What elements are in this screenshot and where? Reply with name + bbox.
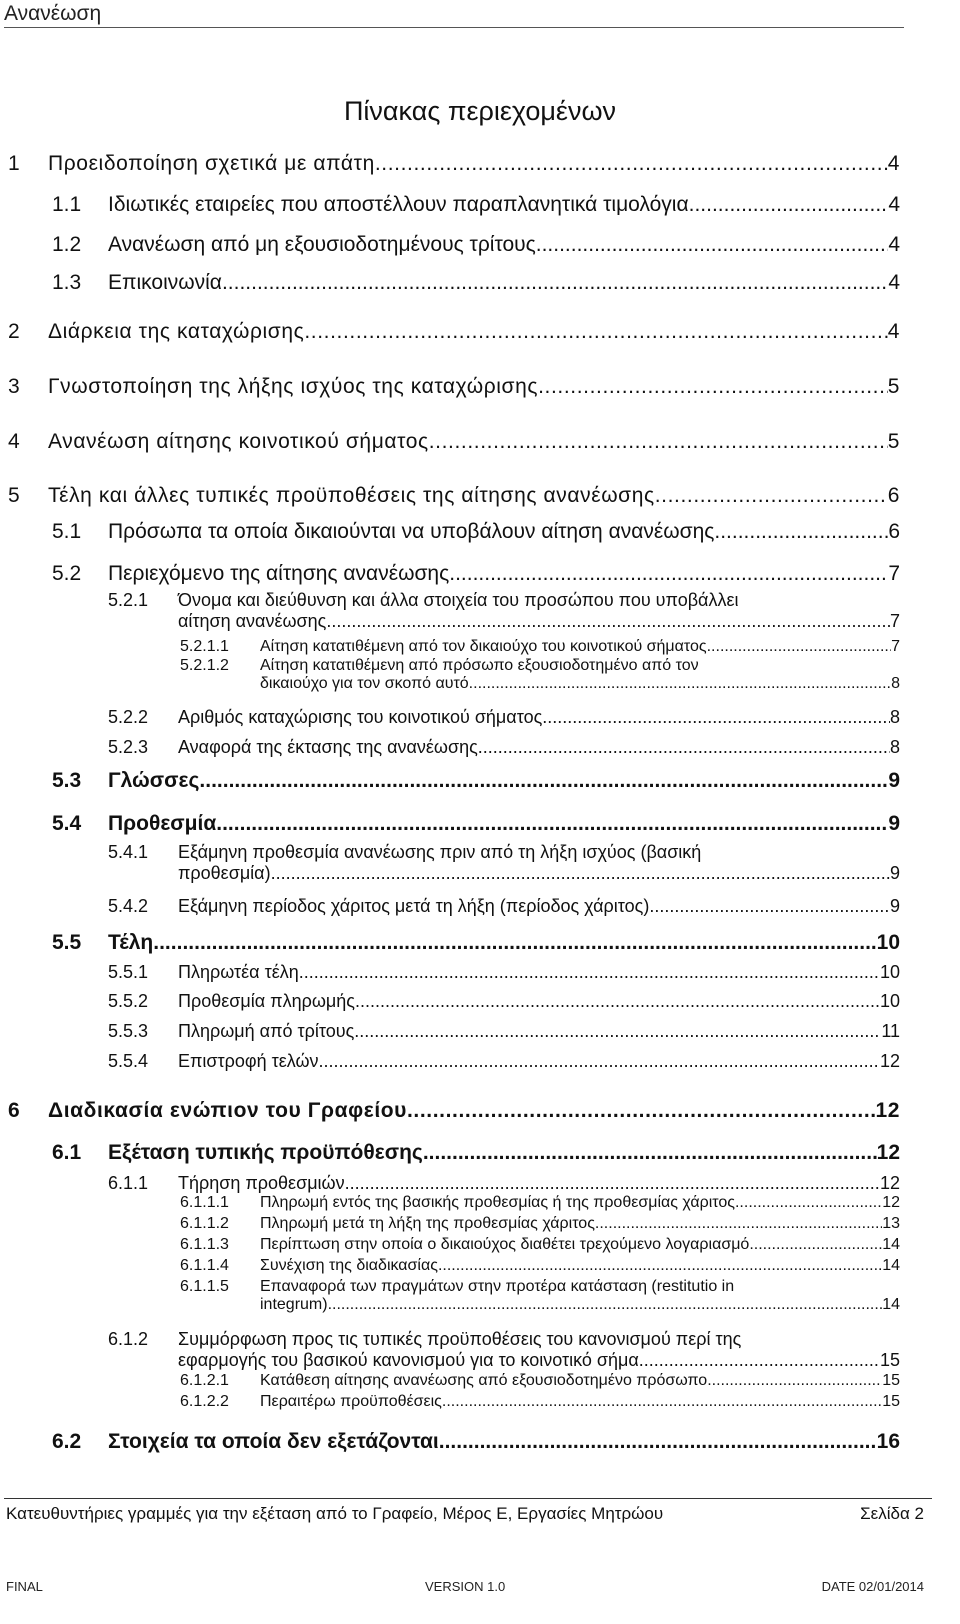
toc-entry-page: 4: [888, 271, 900, 294]
toc-entry-number: 5.2.2: [108, 707, 149, 727]
toc-entry-number: 4: [8, 430, 21, 453]
toc-entry-body: [108, 931, 900, 955]
toc-entry-leader: [707, 638, 891, 656]
toc-entry-title: Κατάθεση αίτησης ανανέωσης από εξουσιοδοτημένο πρόσωπο: [260, 1372, 708, 1389]
toc-entry-page: 4: [888, 193, 900, 216]
toc-entry-number: 6.1.1.3: [180, 1236, 229, 1253]
toc-entry-title: Εξάμηνη περίοδος χάριτος μετά τη λήξη (περίοδος χάριτος): [178, 896, 650, 916]
toc-entry-page: 14: [882, 1236, 900, 1253]
toc-entry-page: 5: [887, 430, 900, 453]
toc-entry-second-line: [178, 1350, 900, 1371]
toc-entry-second-line: [260, 1296, 900, 1314]
footer-status: FINAL: [6, 1579, 43, 1594]
toc-entry-number: 5.2.1: [108, 590, 149, 610]
toc-entry-leader: [429, 430, 888, 454]
toc-entry-page: 14: [882, 1257, 900, 1274]
toc-entry-title: Διαδικασία ενώπιον του Γραφείου: [48, 1099, 407, 1122]
toc-entry-body: [108, 562, 900, 586]
toc-entry-leader: [319, 1051, 880, 1072]
toc-entry-page: 15: [879, 1350, 900, 1370]
toc-entry-page: 8: [889, 737, 900, 757]
toc-entry-page: 6: [887, 484, 900, 507]
toc-entry-body: [260, 1257, 900, 1275]
toc-entry-title: Προθεσμία πληρωμής: [178, 991, 355, 1011]
running-header: Ανανέωση: [4, 2, 102, 25]
toc-entry-title: Πληρωμή εντός της βασικής προθεσμίας ή της προθεσμίας χάριτος: [260, 1194, 735, 1211]
toc-entry-number: 5.4.2: [108, 896, 149, 916]
header-rule: [4, 27, 904, 28]
toc-entry-page: 11: [881, 1021, 900, 1041]
toc-entry-page: 12: [879, 1051, 900, 1071]
toc-entry-number: 1.3: [52, 271, 82, 294]
toc-entry-page: 4: [887, 152, 900, 175]
toc-entry[interactable]: [108, 590, 900, 632]
toc-entry-number: 6.1.2.1: [180, 1372, 229, 1389]
toc-entry-title: Εξάμηνη προθεσμία ανανέωσης πριν από τη λήξη ισχύος (βασική: [178, 842, 702, 862]
toc-entry[interactable]: [8, 484, 900, 508]
toc-entry-leader: [542, 707, 890, 728]
toc-entry[interactable]: [108, 1021, 900, 1042]
toc-entry-title: Πρόσωπα τα οποία δικαιούνται να υποβάλουν αίτηση ανανέωσης: [108, 520, 715, 543]
toc-entry[interactable]: [180, 638, 900, 656]
toc-entry-page: 4: [888, 233, 900, 256]
toc-entry-body: [48, 375, 900, 399]
toc-entry-body: [178, 1051, 900, 1072]
toc-entry-number: 1.2: [52, 233, 82, 256]
toc-entry-body: [260, 1393, 900, 1411]
toc-entry-page: 16: [876, 1430, 900, 1453]
toc-entry-number: 6.1.1.2: [180, 1215, 229, 1232]
toc-entry-leader: [328, 1296, 883, 1314]
toc-entry[interactable]: [52, 812, 900, 836]
toc-entry-second-line: [178, 611, 900, 632]
toc-entry-leader: [304, 320, 887, 344]
toc-entry-second-line: [178, 863, 900, 884]
toc-entry[interactable]: [52, 193, 900, 217]
toc-entry-leader: [326, 611, 890, 632]
toc-entry-leader: [423, 1141, 877, 1165]
toc-entry-leader: [707, 1372, 882, 1390]
toc-entry-number: 2: [8, 320, 21, 343]
toc-entry-title: Γνωστοποίηση της λήξης ισχύος της καταχώρισης: [48, 375, 539, 398]
toc-entry-page: 5: [887, 375, 900, 398]
toc-entry-title: Εξέταση τυπικής προϋπόθεσης: [108, 1141, 423, 1164]
toc-entry-number: 6.1.1.4: [180, 1257, 229, 1274]
toc-entry-title: Στοιχεία τα οποία δεν εξετάζονται: [108, 1430, 439, 1453]
toc-entry-title: Γλώσσες: [108, 769, 200, 792]
toc-entry-number: 5.2.1.2: [180, 657, 229, 674]
footer-page-number: Σελίδα 2: [860, 1504, 924, 1523]
toc-entry-leader: [442, 1393, 882, 1411]
toc-entry[interactable]: [108, 707, 900, 728]
toc-entry-leader: [299, 962, 880, 983]
toc-entry-title-continuation: εφαρμογής του βασικού κανονισμού για το κοινοτικό σήμα: [178, 1350, 639, 1370]
toc-entry-body: [178, 896, 900, 917]
toc-entry-title: Τήρηση προθεσμιών: [178, 1173, 345, 1193]
toc-entry[interactable]: [180, 1372, 900, 1390]
toc-entry-page: 15: [882, 1372, 900, 1389]
toc-entry-title-continuation: αίτηση ανανέωσης: [178, 611, 327, 631]
toc-entry-leader: [735, 1194, 882, 1212]
toc-entry[interactable]: [52, 233, 900, 257]
toc-entry-page: 12: [876, 1141, 900, 1164]
toc-entry-number: 5.5.3: [108, 1021, 149, 1041]
toc-entry-number: 5.5.4: [108, 1051, 149, 1071]
toc-entry-title: Τέλη: [108, 931, 154, 954]
toc-entry-body: [108, 1141, 900, 1165]
toc-title: Πίνακας περιεχομένων: [343, 96, 617, 126]
toc-entry-body: [108, 812, 900, 836]
toc-entry-body: [260, 1372, 900, 1390]
toc-entry-body: [178, 1329, 900, 1371]
toc-entry[interactable]: [180, 1278, 900, 1314]
toc-entry-page: 9: [889, 863, 900, 883]
toc-entry-page: 9: [889, 896, 900, 916]
toc-entry[interactable]: [180, 1393, 900, 1411]
toc-entry[interactable]: [52, 520, 900, 544]
toc-entry-number: 6.1.2: [108, 1329, 149, 1349]
toc-entry-number: 5.2: [52, 562, 82, 585]
toc-entry-title: Περιεχόμενο της αίτησης ανανέωσης: [108, 562, 450, 585]
toc-entry-body: [178, 707, 900, 728]
toc-entry-leader: [649, 896, 890, 917]
toc-entry-body: [260, 1215, 900, 1233]
toc-entry[interactable]: [8, 152, 900, 176]
toc-entry-title: Διάρκεια της καταχώρισης: [48, 320, 305, 343]
toc-entry-title-continuation: δικαιούχο για τον σκοπό αυτό: [260, 675, 469, 692]
toc-entry-page: 10: [879, 991, 900, 1011]
toc-entry-body: [178, 590, 900, 632]
toc-entry[interactable]: [108, 896, 900, 917]
toc-entry-page: 6: [888, 520, 900, 543]
toc-entry-page: 8: [889, 707, 900, 727]
toc-entry-body: [108, 520, 900, 544]
toc-entry[interactable]: [180, 1236, 900, 1254]
toc-entry[interactable]: [108, 991, 900, 1012]
toc-entry-page: 12: [879, 1173, 900, 1193]
toc-entry-number: 6.1.1.1: [180, 1194, 229, 1211]
toc-entry-title: Συμμόρφωση προς τις τυπικές προϋποθέσεις του κανονισμού περί της: [178, 1329, 742, 1349]
toc-entry-number: 5.4.1: [108, 842, 149, 862]
toc-entry-leader: [354, 1021, 881, 1042]
toc-entry-body: [48, 1099, 900, 1123]
toc-entry-number: 5.2.3: [108, 737, 149, 757]
toc-entry-leader: [449, 562, 888, 586]
toc-entry-number: 5.2.1.1: [180, 638, 229, 655]
toc-entry-leader: [407, 1099, 875, 1123]
toc-entry[interactable]: [180, 1215, 900, 1233]
toc-entry-title: Προθεσμία: [108, 812, 217, 835]
toc-entry[interactable]: [52, 769, 900, 793]
toc-entry[interactable]: [108, 737, 900, 758]
toc-entry-page: 7: [888, 562, 900, 585]
toc-entry-page: 7: [889, 611, 900, 631]
toc-entry-page: 8: [891, 675, 900, 692]
toc-entry-title: Όνομα και διεύθυνση και άλλα στοιχεία του προσώπου που υποβάλλει: [178, 590, 739, 610]
toc-entry-body: [260, 1278, 900, 1314]
toc-entry-page: 15: [882, 1393, 900, 1410]
toc-entry-number: 6.1.2.2: [180, 1393, 229, 1410]
toc-entry-title: Τέλη και άλλες τυπικές προϋποθέσεις της αίτησης ανανέωσης: [48, 484, 655, 507]
toc-entry-title: Ιδιωτικές εταιρείες που αποστέλλουν παραπλανητικά τιμολόγια: [108, 193, 689, 216]
toc-entry-leader: [538, 375, 888, 399]
toc-entry-leader: [375, 152, 888, 176]
toc-entry-title: Πληρωμή από τρίτους: [178, 1021, 355, 1041]
toc-entry-body: [178, 842, 900, 884]
toc-entry-second-line: [260, 675, 900, 693]
toc-entry-number: 5: [8, 484, 21, 507]
toc-entry-title: Ανανέωση αίτησης κοινοτικού σήματος: [48, 430, 429, 453]
toc-entry-page: 9: [888, 769, 900, 792]
toc-entry-body: [260, 657, 900, 693]
toc-entry-body: [260, 1236, 900, 1254]
toc-entry-leader: [153, 931, 876, 955]
toc-entry[interactable]: [108, 962, 900, 983]
toc-entry-body: [178, 1021, 900, 1042]
toc-entry[interactable]: [52, 562, 900, 586]
toc-entry-number: 5.3: [52, 769, 82, 792]
toc-entry-title: Πληρωτέα τέλη: [178, 962, 299, 982]
toc-entry-body: [108, 271, 900, 295]
toc-entry-leader: [655, 484, 888, 508]
toc-entry[interactable]: [52, 1430, 900, 1454]
toc-entry-title: Περίπτωση στην οποία ο δικαιούχος διαθέτει τρεχούμενο λογαριασμό: [260, 1236, 750, 1253]
toc-entry[interactable]: [52, 931, 900, 955]
toc-entry[interactable]: [8, 430, 900, 454]
toc-entry-number: 1.1: [52, 193, 82, 216]
toc-entry-number: 5.5: [52, 931, 82, 954]
toc-entry-body: [178, 1173, 900, 1194]
toc-entry-number: 6.2: [52, 1430, 82, 1453]
toc-entry[interactable]: [180, 657, 900, 693]
toc-entry[interactable]: [108, 1173, 900, 1194]
toc-entry[interactable]: [108, 842, 900, 884]
toc-entry-page: 12: [882, 1194, 900, 1211]
toc-entry-page: 10: [876, 931, 900, 954]
toc-entry[interactable]: [8, 1099, 900, 1123]
toc-entry-body: [48, 152, 900, 176]
toc-entry-page: 14: [882, 1296, 900, 1313]
toc-entry-number: 6.1: [52, 1141, 82, 1164]
toc-entry[interactable]: [8, 320, 900, 344]
toc-entry-body: [48, 320, 900, 344]
toc-entry-title: Πληρωμή μετά τη λήξη της προθεσμίας χάριτος: [260, 1215, 595, 1232]
toc-entry-leader: [271, 863, 890, 884]
toc-entry-body: [178, 962, 900, 983]
toc-entry[interactable]: [108, 1051, 900, 1072]
footer-document-title: Κατευθυντήριες γραμμές για την εξέταση από το Γραφείο, Μέρος Ε, Εργασίες Μητρώου: [6, 1504, 664, 1523]
toc-entry-number: 6.1.1: [108, 1173, 149, 1193]
toc-entry-body: [48, 484, 900, 508]
toc-entry[interactable]: [8, 375, 900, 399]
toc-entry-number: 6.1.1.5: [180, 1278, 229, 1295]
toc-entry-body: [108, 769, 900, 793]
toc-entry-leader: [478, 737, 890, 758]
toc-entry-number: 5.5.1: [108, 962, 149, 982]
toc-entry-leader: [595, 1215, 882, 1233]
toc-entry-number: 5.4: [52, 812, 82, 835]
toc-entry[interactable]: [180, 1194, 900, 1212]
toc-entry-title: Περαιτέρω προϋποθέσεις: [260, 1393, 442, 1410]
toc-entry-title: Αίτηση κατατιθέμενη από τον δικαιούχο του κοινοτικού σήματος: [260, 638, 707, 655]
toc-entry-leader: [749, 1236, 882, 1254]
toc-entry-title-continuation: προθεσμία): [178, 863, 271, 883]
toc-entry-body: [108, 1430, 900, 1454]
toc-entry-title: Επιστροφή τελών: [178, 1051, 319, 1071]
toc-entry-leader: [199, 769, 888, 793]
toc-entry-body: [108, 193, 900, 217]
toc-entry-leader: [469, 675, 891, 693]
footer-version: VERSION 1.0: [425, 1579, 506, 1594]
toc-entry-number: 3: [8, 375, 21, 398]
toc-entry-title: Προειδοποίηση σχετικά με απάτη: [48, 152, 375, 175]
toc-entry-body: [260, 638, 900, 656]
toc-entry-number: 5.5.2: [108, 991, 149, 1011]
toc-entry[interactable]: [52, 271, 900, 295]
toc-entry-leader: [536, 233, 889, 257]
footer-rule: [4, 1498, 932, 1499]
toc-entry-title: Επικοινωνία: [108, 271, 222, 294]
toc-entry-leader: [438, 1257, 882, 1275]
toc-entry-number: 6: [8, 1099, 21, 1122]
toc-entry-page: 9: [888, 812, 900, 835]
toc-entry-leader: [345, 1173, 880, 1194]
toc-entry-title-continuation: integrum): [260, 1296, 328, 1313]
toc-entry-title: Συνέχιση της διαδικασίας: [260, 1257, 438, 1274]
toc-entry-page: 13: [882, 1215, 900, 1232]
toc-entry-title: Αίτηση κατατιθέμενη από πρόσωπο εξουσιοδοτημένο από τον: [260, 657, 699, 674]
toc-entry-page: 7: [891, 638, 900, 655]
toc-entry[interactable]: [180, 1257, 900, 1275]
toc-entry-leader: [216, 812, 888, 836]
toc-entry-body: [260, 1194, 900, 1212]
toc-entry-page: 4: [887, 320, 900, 343]
toc-entry-page: 12: [875, 1099, 900, 1122]
toc-entry-leader: [689, 193, 889, 217]
toc-entry-body: [108, 233, 900, 257]
toc-entry-title: Επαναφορά των πραγμάτων στην προτέρα κατάσταση (restitutio in: [260, 1278, 735, 1295]
toc-entry-body: [178, 991, 900, 1012]
toc-entry-title: Αναφορά της έκτασης της ανανέωσης: [178, 737, 478, 757]
toc-entry[interactable]: [52, 1141, 900, 1165]
toc-entry-leader: [639, 1350, 880, 1371]
toc-entry-leader: [714, 520, 888, 544]
toc-entry[interactable]: [108, 1329, 900, 1371]
toc-entry-leader: [355, 991, 880, 1012]
toc-entry-body: [178, 737, 900, 758]
toc-entry-page: 10: [879, 962, 900, 982]
footer-date: DATE 02/01/2014: [821, 1579, 924, 1594]
toc-entry-title: Αριθμός καταχώρισης του κοινοτικού σήματος: [178, 707, 543, 727]
toc-entry-leader: [222, 271, 888, 295]
toc-entry-number: 5.1: [52, 520, 82, 543]
toc-entry-leader: [439, 1430, 877, 1454]
toc-entry-body: [48, 430, 900, 454]
toc-entry-title: Ανανέωση από μη εξουσιοδοτημένους τρίτους: [108, 233, 536, 256]
toc-entry-number: 1: [8, 152, 21, 175]
